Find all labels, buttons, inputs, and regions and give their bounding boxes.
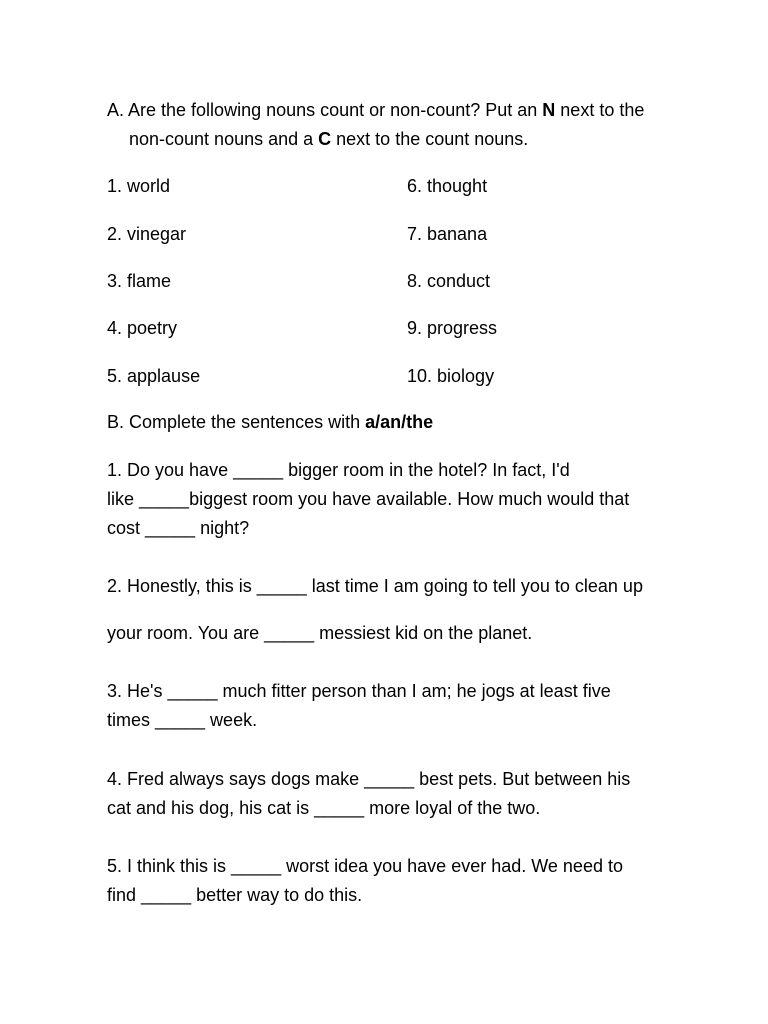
- section-b-heading: [107, 411, 433, 433]
- heading-bold-articles: a/an/the: [365, 412, 434, 432]
- sentence-3-line: times _____ week.: [107, 710, 258, 730]
- noun-item: 2. vinegar: [107, 224, 187, 244]
- instruction-text: A. Are the following nouns count or non-count? Put an: [107, 100, 543, 120]
- sentence-4-line: 4. Fred always says dogs make _____ best pets. But between his: [107, 769, 631, 789]
- noun-item: 10. biology: [407, 366, 495, 386]
- instruction-text: next to the: [555, 100, 645, 120]
- noun-item: 7. banana: [407, 224, 488, 244]
- noun-item: 5. applause: [107, 366, 201, 386]
- sentence-3-line: 3. He's _____ much fitter person than I am; he jogs at least five: [107, 681, 611, 701]
- sentence-4-line: cat and his dog, his cat is _____ more loyal of the two.: [107, 798, 541, 818]
- sentence-5-line: 5. I think this is _____ worst idea you have ever had. We need to: [107, 856, 623, 876]
- sentence-2-line: your room. You are _____ messiest kid on the planet.: [107, 623, 533, 643]
- noun-item: 3. flame: [107, 271, 172, 291]
- instruction-text: non-count nouns and a: [129, 129, 319, 149]
- sentence-1-line: like _____biggest room you have available. How much would that: [107, 489, 630, 509]
- section-a-instruction-line-2: [129, 128, 528, 150]
- instruction-text: next to the count nouns.: [331, 129, 529, 149]
- noun-item: 4. poetry: [107, 318, 178, 338]
- noun-item: 6. thought: [407, 176, 488, 196]
- instruction-bold-c: C: [318, 129, 332, 149]
- instruction-bold-n: N: [542, 100, 556, 120]
- heading-text: B. Complete the sentences with: [107, 412, 366, 432]
- sentence-1-line: cost _____ night?: [107, 518, 250, 538]
- noun-item: 8. conduct: [407, 271, 491, 291]
- noun-item: 9. progress: [407, 318, 498, 338]
- noun-item: 1. world: [107, 176, 171, 196]
- section-a-instruction-line-1: [107, 99, 644, 121]
- sentence-1-line: 1. Do you have _____ bigger room in the hotel? In fact, I'd: [107, 460, 570, 480]
- sentence-5-line: find _____ better way to do this.: [107, 885, 363, 905]
- sentence-2-line: 2. Honestly, this is _____ last time I am going to tell you to clean up: [107, 576, 643, 596]
